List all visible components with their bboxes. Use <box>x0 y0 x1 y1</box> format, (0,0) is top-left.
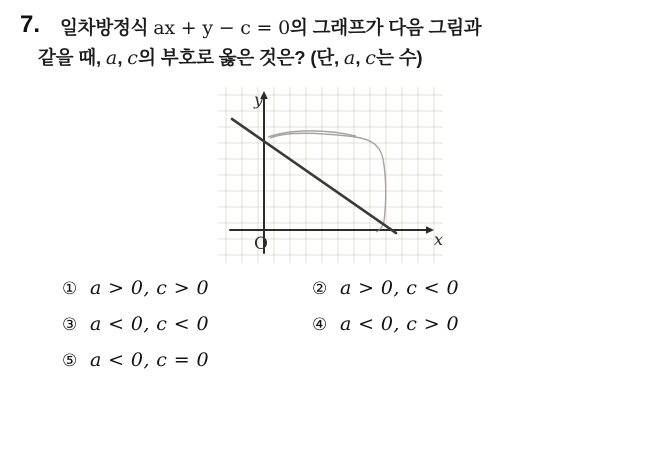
choice-2-marker: ② <box>312 279 328 300</box>
choice-row-2 <box>62 313 641 335</box>
answer-choices <box>18 277 641 371</box>
question-equation: ax + y − c = 0 <box>153 17 291 39</box>
choice-4[interactable] <box>312 313 562 335</box>
x-axis-label: x <box>434 230 444 250</box>
grid-lines <box>218 87 443 263</box>
question-line1-prefix: 일차방정식 <box>60 17 154 38</box>
y-axis-label: y <box>254 90 264 110</box>
var-a-2: a <box>343 47 356 70</box>
choice-3-text: a < 0, c < 0 <box>90 313 210 336</box>
question-line2-end: 는 수) <box>376 47 423 69</box>
y-axis <box>260 91 268 253</box>
choice-row-3 <box>62 349 641 371</box>
choice-3[interactable] <box>62 313 312 335</box>
line-graph <box>232 119 396 233</box>
question-line2-suffix: 의 부호로 옳은 것은? (단, <box>138 47 344 69</box>
question-line2-prefix: 같을 때, <box>38 47 106 69</box>
question-line-1 <box>60 13 641 43</box>
var-a-1: a <box>105 47 118 70</box>
choice-2-text: a > 0, c < 0 <box>340 277 460 300</box>
choice-2[interactable] <box>312 277 562 299</box>
question-text <box>38 10 641 73</box>
graph-figure <box>208 81 468 271</box>
comma-1: , <box>117 47 128 69</box>
var-c-2: c <box>365 47 377 70</box>
x-axis <box>230 226 434 234</box>
choice-5-marker: ⑤ <box>62 351 78 372</box>
choice-4-text: a < 0, c > 0 <box>340 313 460 336</box>
choice-5-text: a < 0, c = 0 <box>90 349 210 372</box>
var-c-1: c <box>127 47 139 70</box>
choice-3-marker: ③ <box>62 315 78 336</box>
question-line-2 <box>38 43 641 73</box>
question-line1-suffix: 의 그래프가 다음 그림과 <box>290 17 482 38</box>
pencil-sketch-marks <box>268 131 386 232</box>
figure-container <box>18 81 641 271</box>
question-stem <box>18 10 641 73</box>
graph-svg <box>208 81 468 271</box>
choice-4-marker: ④ <box>312 315 328 336</box>
comma-2: , <box>355 47 366 69</box>
choice-1-marker: ① <box>62 279 78 300</box>
choice-1[interactable] <box>62 277 312 299</box>
choice-5[interactable] <box>62 349 312 371</box>
question-number: 7. <box>20 11 41 38</box>
choice-1-text: a > 0, c > 0 <box>90 277 210 300</box>
origin-label: O <box>254 234 268 255</box>
choice-row-1 <box>62 277 641 299</box>
